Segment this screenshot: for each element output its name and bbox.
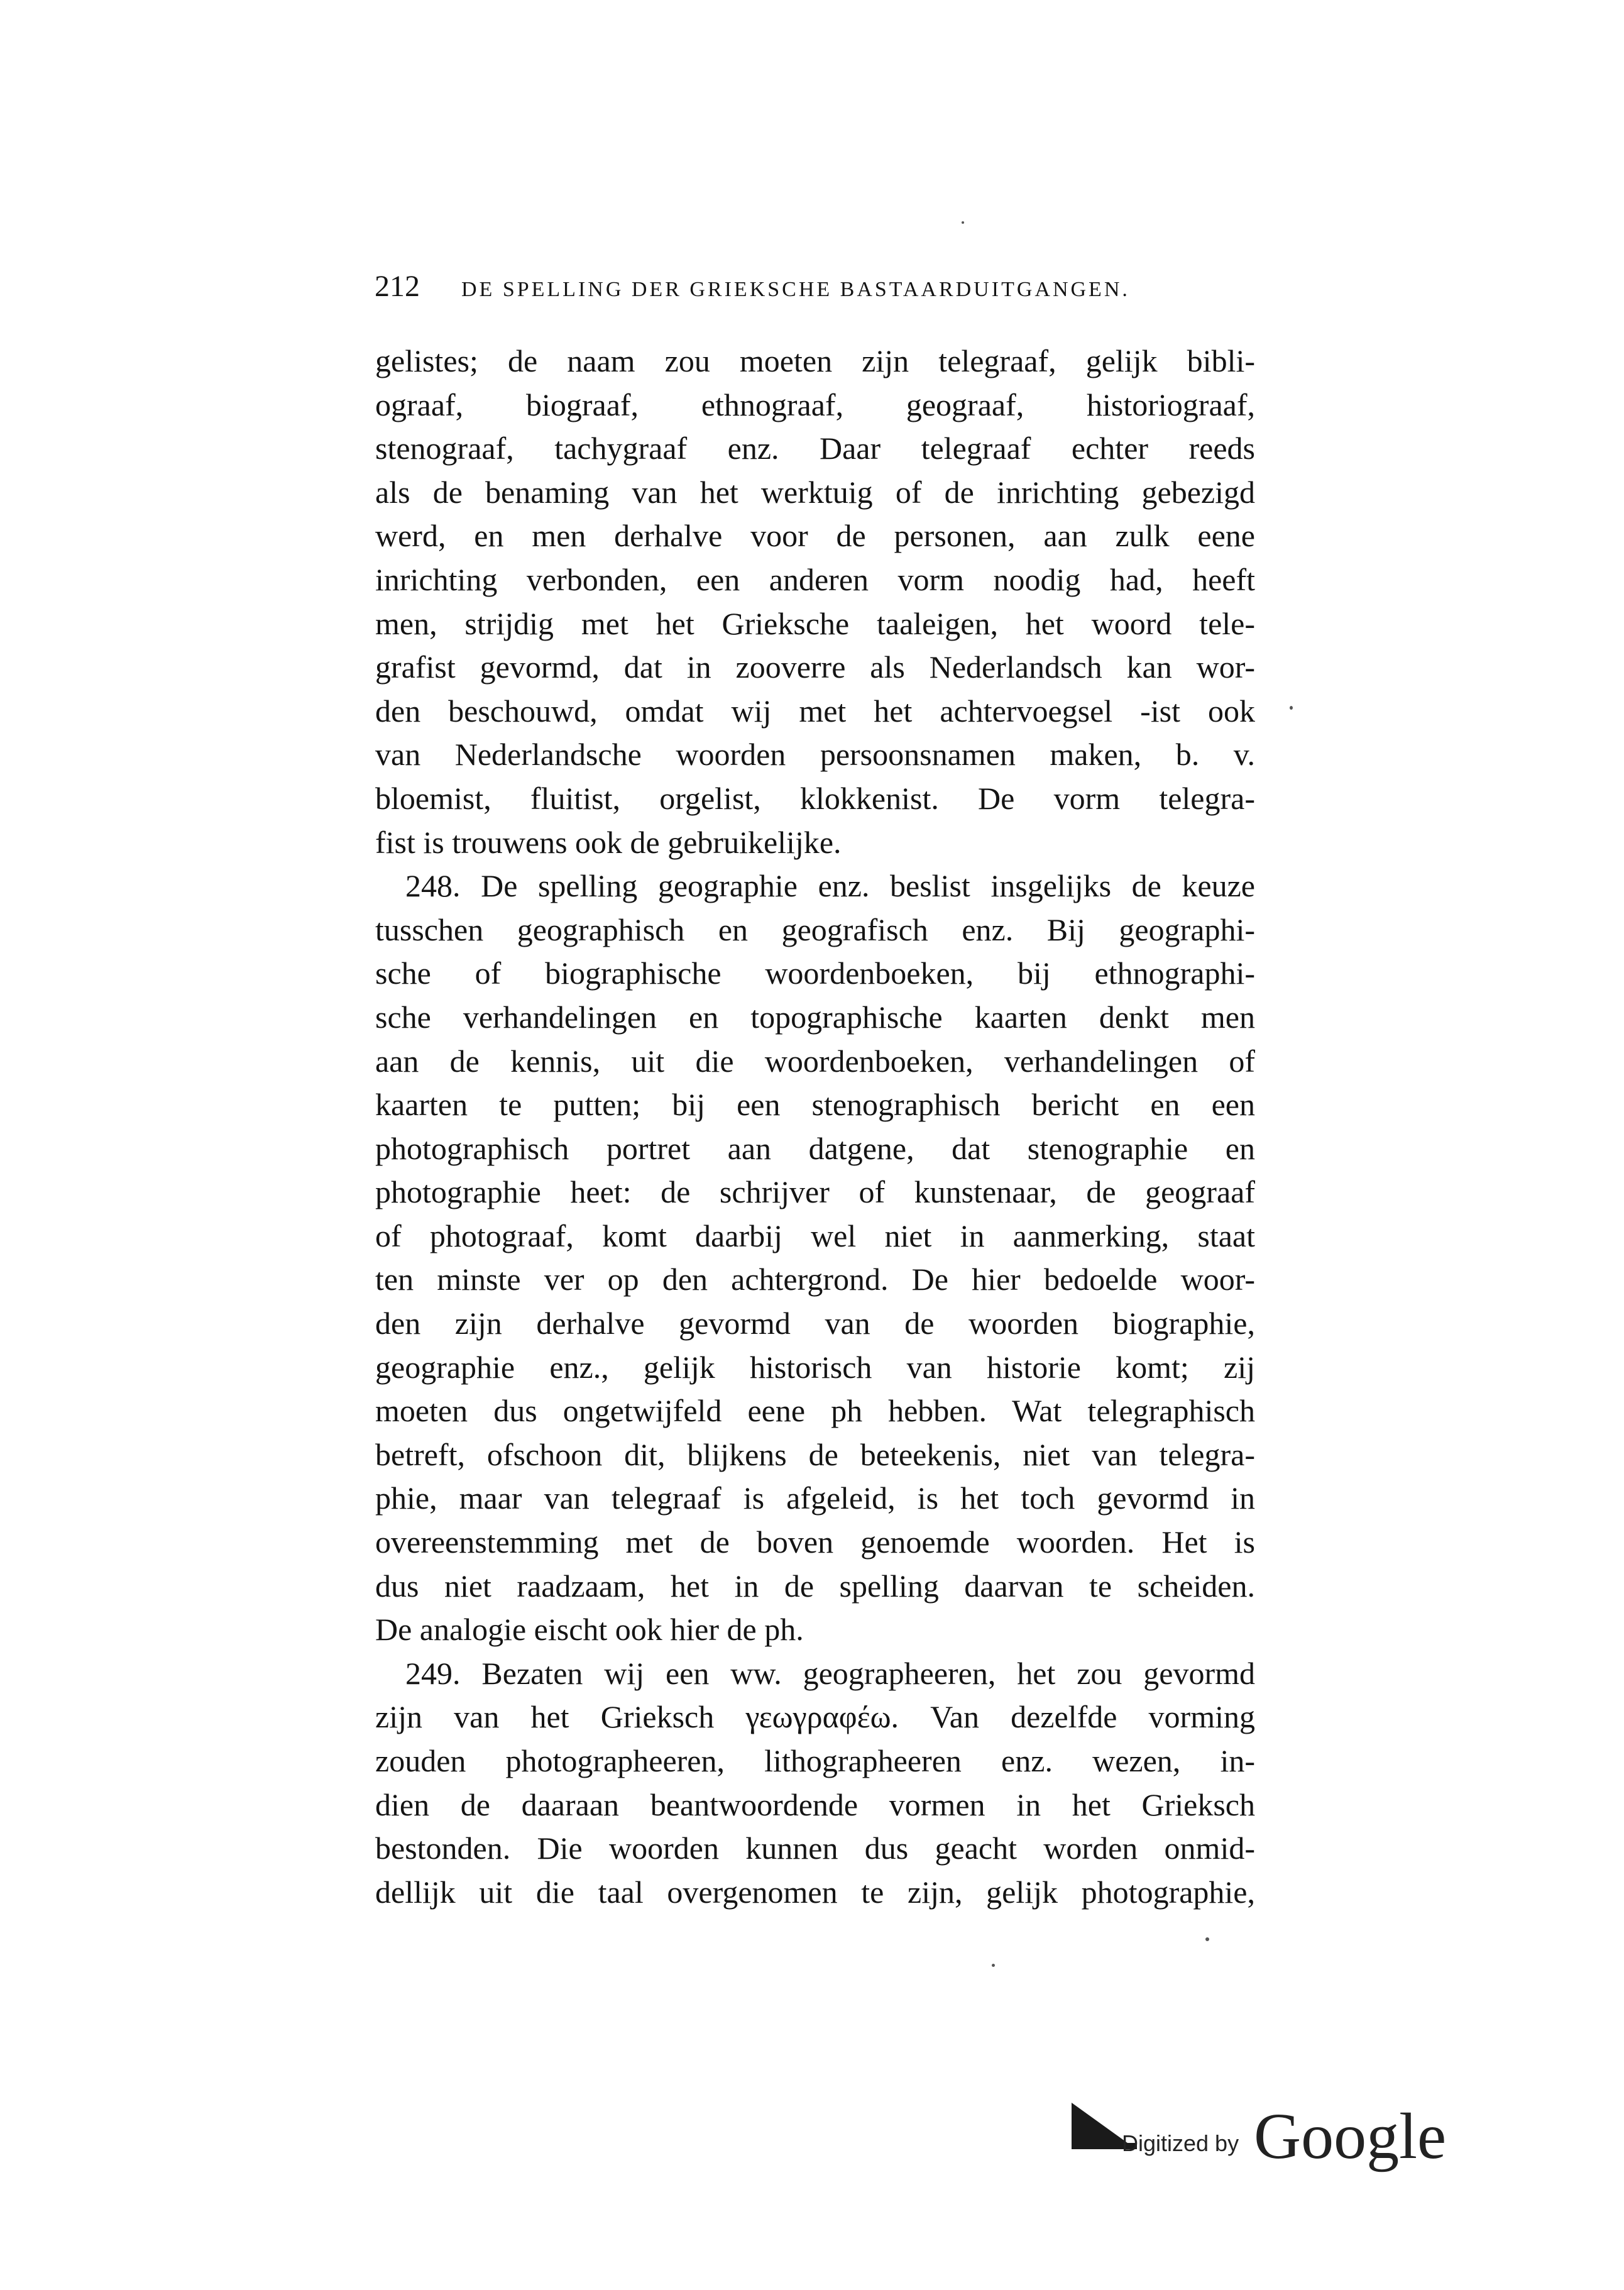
scan-speck	[962, 221, 964, 224]
text-line: grafist gevormd, dat in zooverre als Nederlandsch kan wor-	[375, 649, 1255, 685]
text-line: gelistes; de naam zou moeten zijn telegraaf, gelijk bibli-	[375, 343, 1255, 378]
page-header	[375, 269, 1254, 319]
text-line: 248. De spelling geographie enz. beslist insgelijks de keuze	[405, 868, 1255, 904]
scan-speck	[992, 1964, 995, 1967]
text-line: ten minste ver op den achtergrond. De hier bedoelde woor-	[375, 1262, 1255, 1297]
text-line: als de benaming van het werktuig of de inrichting gebezigd	[375, 474, 1255, 510]
text-line: dus niet raadzaam, het in de spelling daarvan te scheiden.	[375, 1568, 1255, 1604]
scan-speck	[1205, 1937, 1209, 1941]
text-line: zouden photographeeren, lithographeeren enz. wezen, in-	[375, 1743, 1255, 1778]
text-line: men, strijdig met het Grieksche taaleigen, het woord tele-	[375, 605, 1255, 641]
watermark-brand-text: Google	[1254, 2100, 1447, 2172]
text-line: moeten dus ongetwijfeld eene ph hebben. Wat telegraphisch	[375, 1393, 1255, 1429]
text-line: van Nederlandsche woorden persoonsnamen maken, b. v.	[375, 737, 1255, 773]
text-line: fist is trouwens ook de gebruikelijke.	[375, 824, 842, 860]
text-line: sche verhandelingen en topographische kaarten denkt men	[375, 999, 1255, 1035]
watermark-small-text: Digitized by	[1122, 2130, 1239, 2156]
text-line: bestonden. Die woorden kunnen dus geacht worden onmid-	[375, 1830, 1255, 1866]
text-line: den beschouwd, omdat wij met het achtervoegsel -ist ook	[375, 693, 1255, 729]
scan-speck	[1290, 706, 1293, 710]
text-line: inrichting verbonden, een anderen vorm noodig had, heeft	[375, 561, 1255, 597]
text-line: of photograaf, komt daarbij wel niet in aanmerking, staat	[375, 1218, 1255, 1253]
page-number: 212	[375, 270, 420, 303]
text-line: 249. Bezaten wij een ww. geographeeren, het zou gevormd	[405, 1655, 1255, 1691]
text-line: betreft, ofschoon dit, blijkens de beteekenis, niet van telegra-	[375, 1436, 1255, 1472]
text-line: zijn van het Grieksch γεωγραφέω. Van dezelfde vorming	[375, 1699, 1255, 1735]
digitized-watermark	[1072, 2090, 1449, 2172]
text-line: sche of biographische woordenboeken, bij ethnographi-	[375, 955, 1255, 991]
text-line: dellijk uit die taal overgenomen te zijn, gelijk photographie,	[375, 1874, 1255, 1910]
text-line: dien de daaraan beantwoordende vormen in het Grieksch	[375, 1786, 1255, 1822]
body-text	[375, 339, 1255, 1914]
text-line: werd, en men derhalve voor de personen, aan zulk eene	[375, 518, 1255, 554]
text-line: den zijn derhalve gevormd van de woorden biographie,	[375, 1306, 1255, 1341]
running-head: DE SPELLING DER GRIEKSCHE BASTAARDUITGANGEN.	[461, 278, 1130, 301]
text-line: overeenstemming met de boven genoemde woorden. Het is	[375, 1524, 1255, 1560]
text-line: aan de kennis, uit die woordenboeken, verhandelingen of	[375, 1043, 1255, 1079]
text-line: phie, maar van telegraaf is afgeleid, is het toch gevormd in	[375, 1480, 1255, 1516]
text-line: stenograaf, tachygraaf enz. Daar telegraaf echter reeds	[375, 431, 1255, 466]
text-line: bloemist, fluitist, orgelist, klokkenist. De vorm telegra-	[375, 780, 1255, 816]
text-line: geographie enz., gelijk historisch van historie komt; zij	[375, 1349, 1255, 1385]
text-line: photographisch portret aan datgene, dat stenographie en	[375, 1130, 1255, 1166]
text-line: photographie heet: de schrijver of kunstenaar, de geograaf	[375, 1174, 1255, 1210]
text-line: ograaf, biograaf, ethnograaf, geograaf, historiograaf,	[375, 387, 1255, 422]
text-line: kaarten te putten; bij een stenographisch bericht en een	[375, 1087, 1255, 1123]
text-line: tusschen geographisch en geografisch enz. Bij geographi-	[375, 911, 1255, 947]
text-line: De analogie eischt ook hier de ph.	[375, 1612, 804, 1648]
